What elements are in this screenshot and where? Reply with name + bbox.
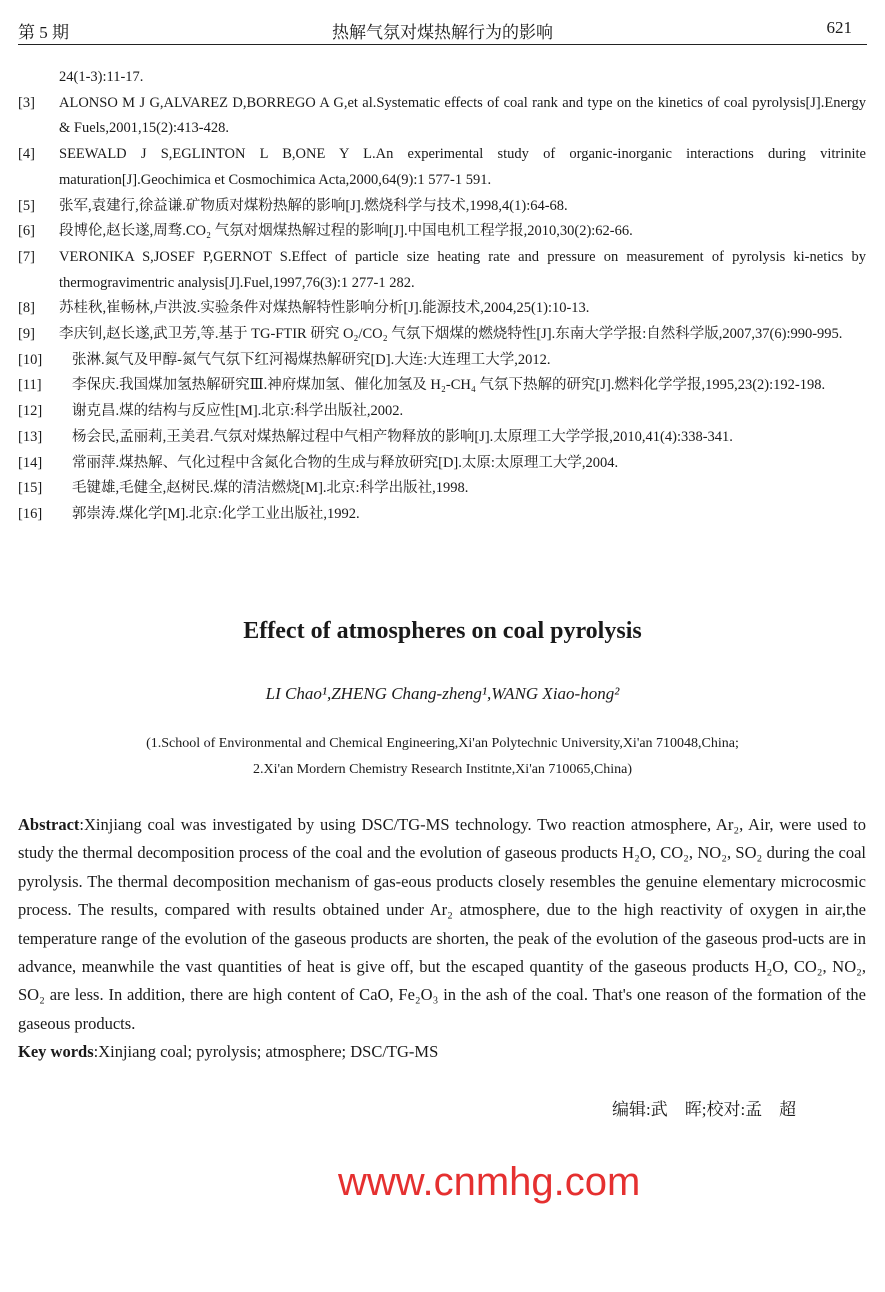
abstract [18, 811, 866, 1038]
affiliation-2: 2.Xi'an Mordern Chemistry Research Institnte,Xi'an 710065,China) [252, 762, 633, 777]
reference-number: [15] [18, 480, 43, 497]
reference-number: [10] [18, 351, 43, 368]
reference-item [18, 502, 866, 528]
authors: LI Chao¹,ZHENG Chang-zheng¹,WANG Xiao-hong² [265, 684, 620, 703]
abstract-section [18, 811, 866, 1205]
page-number: 621 [826, 18, 852, 37]
reference-text: 李保庆.我国煤加氢热解研究Ⅲ.神府煤加氢、催化加氢及 H₂-CH₄ 气氛下热解的研究[J].燃料化学学报,1995,23(2):192-198. [72, 377, 826, 394]
reference-text: 李庆钊,赵长遂,武卫芳,等.基于 TG-FTIR 研究 O₂/CO₂ 气氛下烟煤的燃烧特性[J].东南大学学报:自然科学版,2007,37(6):990-995. [59, 326, 843, 343]
header-rule [18, 44, 867, 45]
reference-text: 24(1-3):11-17. [59, 69, 144, 85]
reference-list [18, 65, 866, 528]
reference-text: 常丽萍.煤热解、气化过程中含氮化合物的生成与释放研究[D].太原:太原理工大学,2004. [72, 454, 619, 471]
reference-item [18, 296, 866, 322]
reference-number: [11] [18, 377, 42, 394]
reference-item [18, 348, 866, 374]
reference-text: 毛键雄,毛健全,赵树民.煤的清洁燃烧[M].北京:科学出版社,1998. [72, 480, 469, 497]
english-title: Effect of atmospheres on coal pyrolysis [243, 618, 642, 644]
keywords-text: :Xinjiang coal; pyrolysis; atmosphere; DSC/TG-MS [93, 1042, 439, 1062]
reference-number: [16] [18, 505, 43, 522]
reference-item [18, 425, 866, 451]
editor-credit: 编辑:武 晖;校对:孟 超 [612, 1099, 797, 1119]
reference-item [18, 65, 866, 91]
reference-text: SEEWALD J S,EGLINTON L B,ONE Y L.An experimental study of organic-inorganic interactions during vitrinite maturation[J].Geochimica et Cosmochimica Acta,2000,64(9):1 577-1 591. [59, 146, 866, 188]
reference-text: 张军,袁建行,徐益谦.矿物质对煤粉热解的影响[J].燃烧科学与技术,1998,4(1):64-68. [59, 197, 568, 214]
reference-text: 杨会民,孟丽莉,王美君.气氛对煤热解过程中气相产物释放的影响[J].太原理工大学学报,2010,41(4):338-341. [72, 428, 733, 445]
reference-item [18, 142, 866, 193]
reference-item [18, 245, 866, 296]
reference-text: 谢克昌.煤的结构与反应性[M].北京:科学出版社,2002. [72, 403, 404, 420]
reference-item [18, 451, 866, 477]
affiliation-1: (1.School of Environmental and Chemical Engineering,Xi'an Polytechnic University,Xi'an 710048,China; [146, 736, 739, 751]
reference-item [18, 476, 866, 502]
reference-text: 张淋.氮气及甲醇-氮气气氛下红河褐煤热解研究[D].大连:大连理工大学,2012. [72, 351, 551, 368]
reference-number: [3] [18, 94, 35, 111]
watermark: www.cnmhg.com [338, 1159, 641, 1204]
abstract-text: :Xinjiang coal was investigated by using DSC/TG-MS technology. Two reaction atmosphere, Ar₂, Air, were used to study the thermal decomposition process of the coal and the evolution of gaseous products H₂O, CO₂, NO₂, SO₂ during the coal pyrolysis. The thermal decomposition mechanism of gas-eous products closely resembles the genuine elementary microcosmic process. The results, compared with results obtained under Ar₂ atmosphere, due to the high reactivity of oxygen in air,the temperature range of the evolution of the gaseous products are shorten, the peak of the evolution of the gaseous prod-ucts are in advance, meanwhile the vast quantities of heat is give off, but the escaped quantity of the gaseous products H₂O, CO₂, NO₂, SO₂ are less. In addition, there are high content of CaO, Fe₂O₃ in the ash of the coal. That's one reason of the formation of the gaseous products. [18, 815, 866, 1033]
reference-text: 苏桂秋,崔畅林,卢洪波.实验条件对煤热解特性影响分析[J].能源技术,2004,25(1):10-13. [59, 300, 590, 317]
reference-item [18, 399, 866, 425]
reference-text: 段博伦,赵长遂,周骛.CO₂ 气氛对烟煤热解过程的影响[J].中国电机工程学报,2010,30(2):62-66. [59, 223, 633, 240]
reference-item [18, 91, 866, 142]
reference-number: [5] [18, 197, 35, 214]
reference-number: [14] [18, 454, 43, 471]
reference-number: [12] [18, 403, 43, 420]
reference-text: ALONSO M J G,ALVAREZ D,BORREGO A G,et al.Systematic effects of coal rank and type on the kinetics of coal pyrolysis[J].Energy & Fuels,2001,15(2):413-428. [59, 94, 866, 137]
keywords-label: Key words [18, 1042, 94, 1062]
abstract-label: Abstract [18, 815, 80, 834]
keywords [18, 1038, 866, 1066]
reference-item [18, 219, 866, 245]
reference-number: [8] [18, 300, 35, 317]
reference-text: 郭崇涛.煤化学[M].北京:化学工业出版社,1992. [72, 505, 360, 522]
issue-number: 第 5 期 [18, 23, 69, 42]
reference-number: [6] [18, 223, 35, 240]
reference-item [18, 194, 866, 220]
reference-number: [7] [18, 248, 35, 265]
reference-text: VERONIKA S,JOSEF P,GERNOT S.Effect of particle size heating rate and pressure on measurement of pyrolysis ki-netics by thermogravimentric analysis[J].Fuel,1997,76(3):1 277-1 282. [59, 248, 866, 291]
reference-item [18, 373, 866, 399]
reference-number: [13] [18, 428, 43, 445]
running-title: 热解气氛对煤热解行为的影响 [332, 23, 553, 42]
reference-number: [9] [18, 326, 35, 343]
reference-item [18, 322, 866, 348]
reference-number: [4] [18, 146, 35, 163]
